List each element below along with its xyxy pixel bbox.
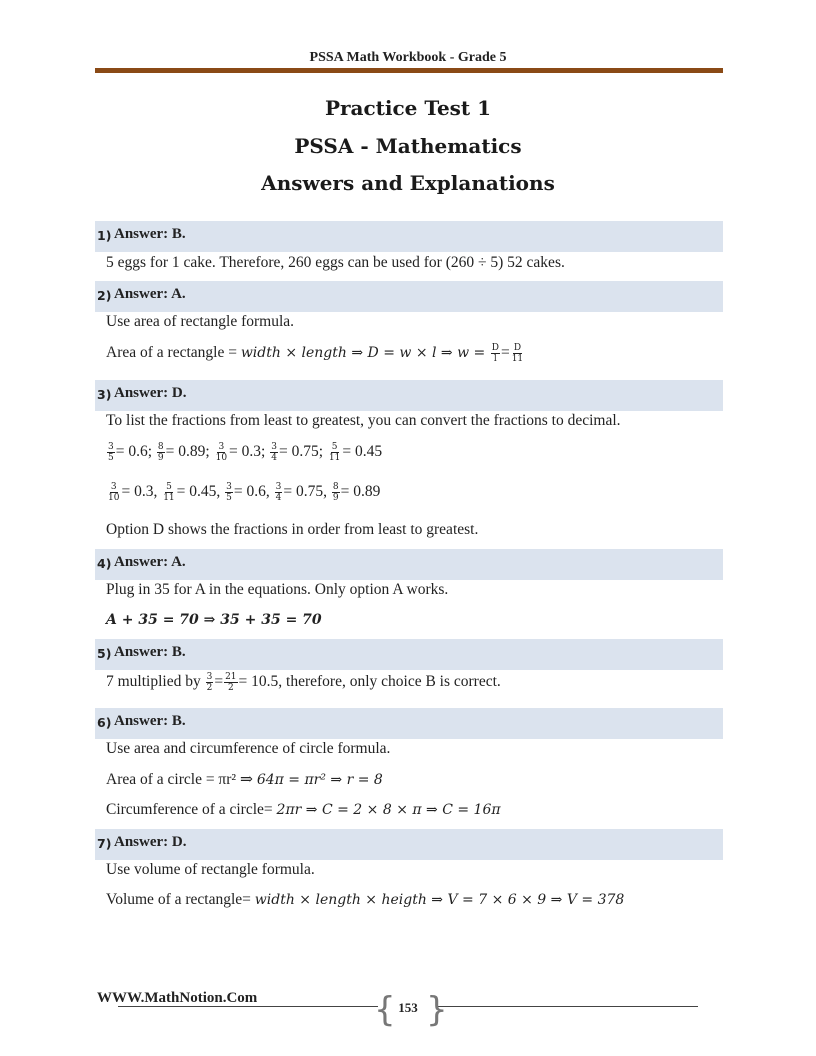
answer-bar-4 xyxy=(95,549,723,580)
denominator: 11 xyxy=(511,354,524,364)
fraction xyxy=(332,482,340,503)
page-number: 153 xyxy=(398,1000,418,1015)
numerator: 3 xyxy=(218,442,225,452)
question-number: 7) xyxy=(97,836,112,851)
formula-math: 2πr ⇒ C = 2 × 8 × π ⇒ C = 16π xyxy=(276,802,501,818)
formula-text: Circumference of a circle= xyxy=(106,801,277,818)
question-number: 4) xyxy=(97,556,112,571)
formula-line xyxy=(106,891,624,909)
fraction xyxy=(328,442,341,463)
formula-line xyxy=(106,801,501,819)
formula-text: Volume of a rectangle= xyxy=(106,891,255,908)
header-title: PSSA Math Workbook - Grade 5 xyxy=(309,50,507,65)
answer-label: Answer: D. xyxy=(114,385,187,401)
formula-math: width × length × heigth ⇒ V = 7 × 6 × 9 ⇒ V = 378 xyxy=(254,892,625,908)
numerator: 8 xyxy=(157,442,164,452)
numerator: 5 xyxy=(331,442,338,452)
answer-label: Answer: B. xyxy=(114,713,186,729)
denominator: 9 xyxy=(157,453,164,463)
numerator: 3 xyxy=(110,482,117,492)
denominator: 5 xyxy=(226,493,232,503)
explanation-line: Plug in 35 for A in the equations. Only option A works. xyxy=(106,581,449,598)
answer-bar-2 xyxy=(95,281,723,312)
explanation-line: To list the fractions from least to greatest, you can convert the fractions to decimal. xyxy=(106,412,621,429)
answer-label: Answer: A. xyxy=(114,554,186,570)
numerator: 3 xyxy=(206,672,213,682)
decimal-value: = 0.3, xyxy=(121,483,158,501)
left-bracket-icon: { xyxy=(374,990,396,1030)
question-number: 6) xyxy=(97,715,112,730)
denominator: 2 xyxy=(206,683,213,693)
explanation-line: Use area and circumference of circle formula. xyxy=(106,740,391,757)
answer-label: Answer: D. xyxy=(114,834,187,850)
numerator: 5 xyxy=(166,482,172,492)
numerator: D xyxy=(491,343,499,353)
right-bracket-icon: } xyxy=(426,990,448,1030)
fraction xyxy=(275,482,283,503)
decimal-value: = 0.6; xyxy=(115,443,153,461)
numerator: 3 xyxy=(108,442,114,452)
question-number: 1) xyxy=(97,228,112,243)
page-title: Practice Test 1 xyxy=(324,96,492,120)
formula-line: Area of a rectangle = width × length ⇒ D = w × l ⇒ w = $\frac{D}{l}$ = $\frac{D}{11}$ xyxy=(106,343,524,364)
footer-website: WWW.MathNotion.Com xyxy=(97,990,258,1006)
decimal-value: = 0.3; xyxy=(229,443,266,461)
formula-line: 7 multiplied by $\frac{3}{2}$ = $\frac{21}{2}$ = 10.5, therefore, only choice B is correct. xyxy=(106,672,501,693)
question-number: 2) xyxy=(97,288,112,303)
answer-bar-3 xyxy=(95,380,723,411)
answer-bar-6 xyxy=(95,708,723,739)
numerator: 8 xyxy=(332,482,339,492)
formula-math: A + 35 = 70 ⇒ 35 + 35 = 70 xyxy=(106,612,322,628)
denominator: l xyxy=(493,354,497,364)
denominator: 11 xyxy=(328,453,341,463)
formula-text: 7 multiplied by xyxy=(106,673,205,691)
denominator: 11 xyxy=(163,493,175,503)
decimal-value: = 0.45, xyxy=(176,483,221,501)
formula-math: 64π = πr² ⇒ r = 8 xyxy=(256,772,383,788)
fraction xyxy=(491,343,500,364)
fraction xyxy=(224,672,237,693)
decimal-value: = 0.89 xyxy=(340,483,381,501)
numerator: D xyxy=(513,343,522,353)
fraction xyxy=(157,442,165,463)
answer-label: Answer: A. xyxy=(114,286,186,302)
fraction xyxy=(215,442,228,463)
formula-text: Area of a circle = πr² ⇒ xyxy=(106,771,257,788)
answer-label: Answer: B. xyxy=(114,644,186,660)
header-rule xyxy=(95,68,723,73)
fraction-order-line xyxy=(106,482,380,503)
denominator: 9 xyxy=(332,493,339,503)
fraction xyxy=(270,442,278,463)
fraction-list-line xyxy=(106,442,382,463)
formula-math: width × length ⇒ D = w × l ⇒ w = xyxy=(240,345,490,362)
denominator: 10 xyxy=(215,453,228,463)
formula-text: = 10.5, therefore, only choice B is correct. xyxy=(238,673,501,691)
decimal-value: = 0.6, xyxy=(233,483,270,501)
numerator: 21 xyxy=(225,672,237,682)
denominator: 10 xyxy=(108,493,120,503)
numerator: 3 xyxy=(226,482,232,492)
explanation-line: Use volume of rectangle formula. xyxy=(106,861,315,878)
numerator: 3 xyxy=(271,442,277,452)
fraction xyxy=(511,343,524,364)
decimal-value: = 0.45 xyxy=(342,443,383,461)
question-number: 3) xyxy=(97,387,112,402)
answer-bar-5 xyxy=(95,639,723,670)
formula-line xyxy=(106,611,322,629)
decimal-value: = 0.75; xyxy=(278,443,324,461)
page-subtitle-2: Answers and Explanations xyxy=(261,171,555,195)
answer-bar-7 xyxy=(95,829,723,860)
formula-line xyxy=(106,770,383,789)
fraction xyxy=(107,482,120,503)
decimal-value: = 0.89; xyxy=(165,443,210,461)
page-subtitle: PSSA - Mathematics xyxy=(294,134,522,158)
formula-text: Area of a rectangle = xyxy=(106,344,241,362)
explanation-line: Option D shows the fractions in order from least to greatest. xyxy=(106,521,479,538)
fraction xyxy=(162,482,175,503)
denominator: 4 xyxy=(275,493,282,503)
explanation-line: 5 eggs for 1 cake. Therefore, 260 eggs can be used for (260 ÷ 5) 52 cakes. xyxy=(106,254,565,271)
question-number: 5) xyxy=(97,646,112,661)
fraction xyxy=(206,672,214,693)
explanation-line: Use area of rectangle formula. xyxy=(106,313,295,330)
denominator: 2 xyxy=(227,683,234,693)
answer-label: Answer: B. xyxy=(114,226,186,242)
denominator: 4 xyxy=(271,453,277,463)
decimal-value: = 0.75, xyxy=(283,483,327,501)
denominator: 5 xyxy=(108,453,114,463)
numerator: 3 xyxy=(275,482,282,492)
fraction xyxy=(225,482,233,503)
answer-bar-1 xyxy=(95,221,723,252)
fraction xyxy=(107,442,115,463)
